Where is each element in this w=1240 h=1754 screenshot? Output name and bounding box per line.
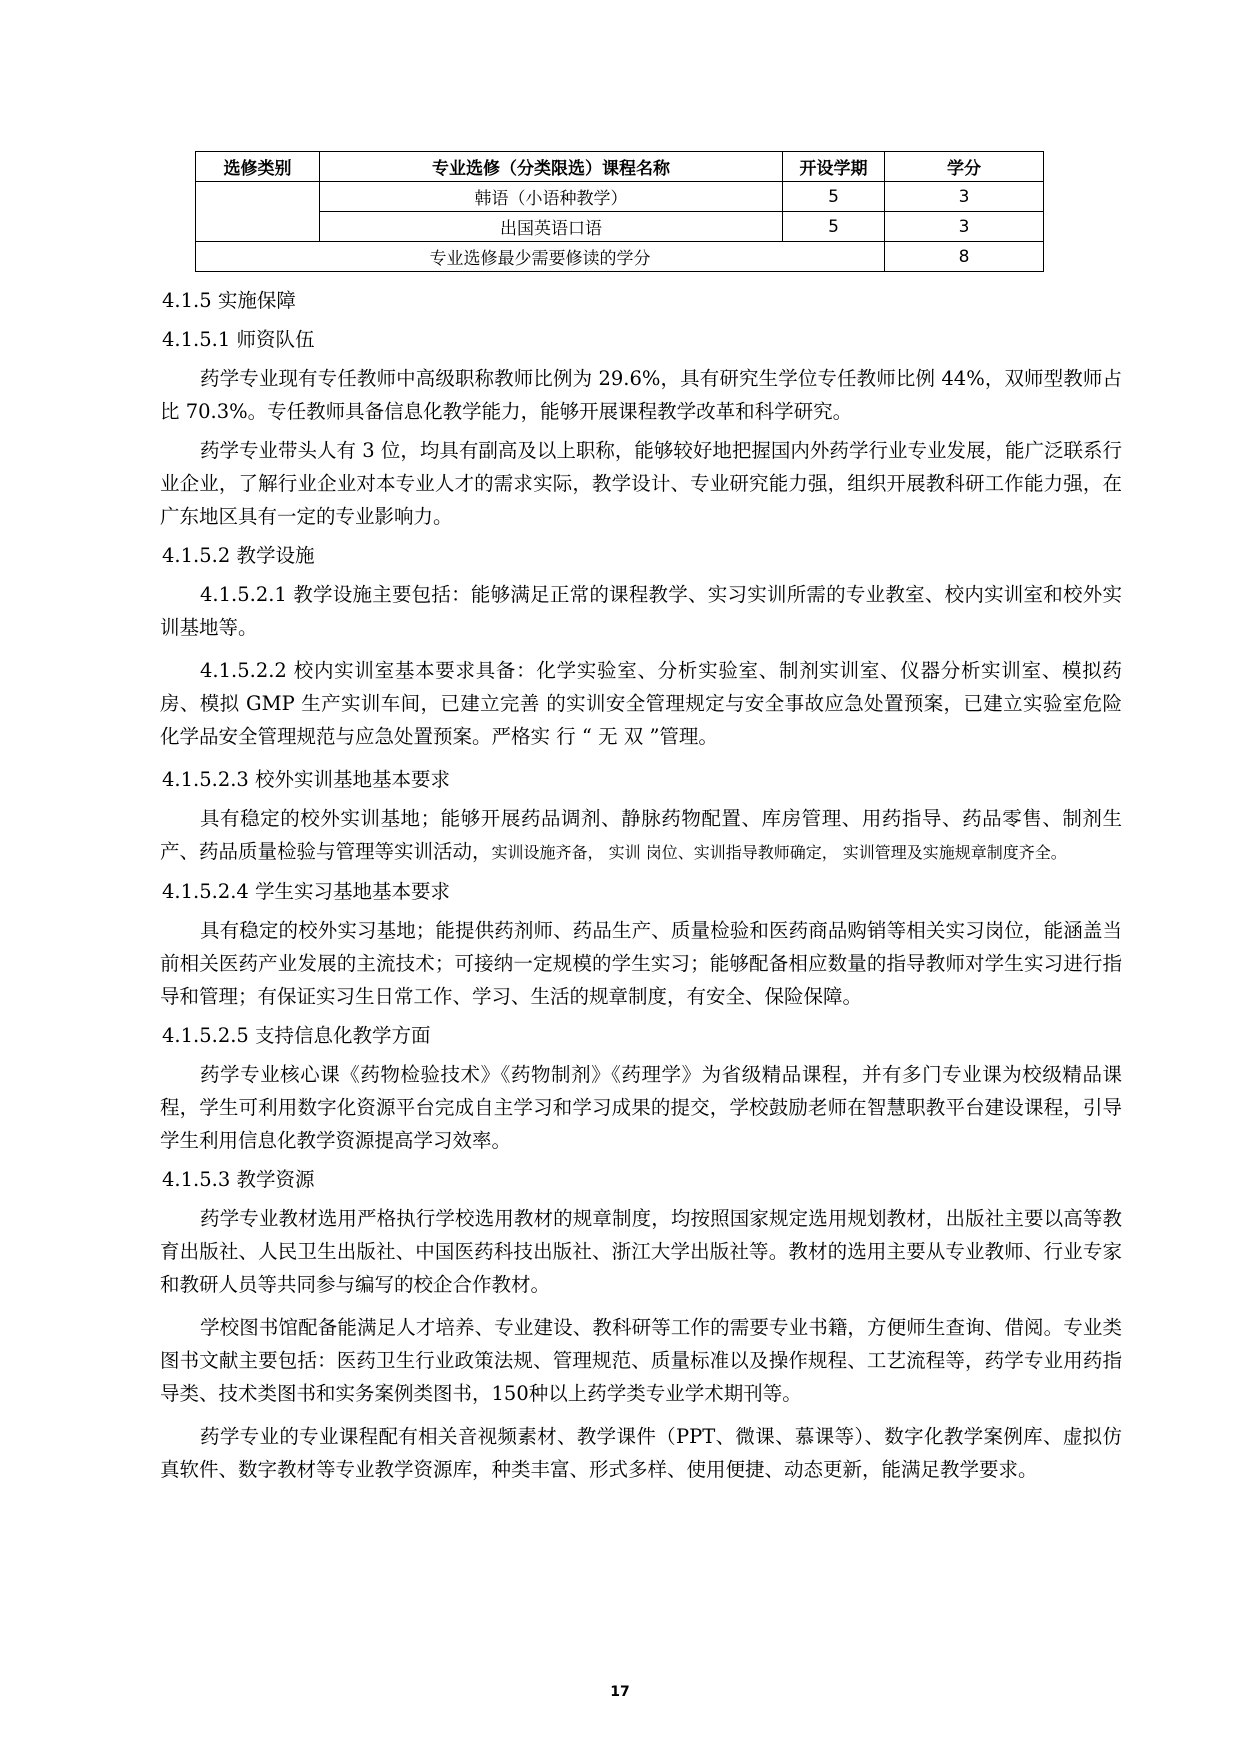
section-heading: 4.1.5.2 教学设施 bbox=[162, 544, 315, 567]
paragraph: 药学专业教材选用严格执行学校选用教材的规章制度，均按照国家规定选用规划教材，出版社主要以高等教育出版社、人民卫生出版社、中国医药科技出版社、浙江大学出版社等。教材的选用主要从专业教师、行业专家和教研人员等共同参与编写的校企合作教材。 bbox=[160, 1207, 1122, 1296]
table-row bbox=[196, 212, 1044, 242]
paragraph: 药学专业的专业课程配有相关音视频素材、教学课件（PPT、微课、慕课等）、数字化教学案例库、虚拟仿真软件、数字教材等专业教学资源库，种类丰富、形式多样、使用便捷、动态更新，能满足教学要求。 bbox=[160, 1425, 1122, 1481]
credits-cell: 3 bbox=[885, 182, 1044, 212]
table-header-row bbox=[196, 152, 1044, 182]
header-semester: 开设学期 bbox=[783, 152, 885, 182]
table-row bbox=[196, 182, 1044, 212]
section-heading: 4.1.5.2.4 学生实习基地基本要求 bbox=[162, 880, 451, 903]
section-heading: 4.1.5.2.5 支持信息化教学方面 bbox=[162, 1024, 431, 1047]
section-heading: 4.1.5.3 教学资源 bbox=[162, 1168, 315, 1191]
credits-cell: 3 bbox=[885, 212, 1044, 242]
summary-credits: 8 bbox=[885, 242, 1044, 272]
paragraph: 具有稳定的校外实习基地；能提供药剂师、药品生产、质量检验和医药商品购销等相关实习岗位，能涵盖当前相关医药产业发展的主流技术；可接纳一定规模的学生实习；能够配备相应数量的指导教师对学生实习进行指导和管理；有保证实习生日常工作、学习、生活的规章制度，有安全、保险保障。 bbox=[160, 919, 1122, 1008]
paragraph: 4.1.5.2.1 教学设施主要包括：能够满足正常的课程教学、实习实训所需的专业教室、校内实训室和校外实训基地等。 bbox=[160, 583, 1122, 639]
paragraph: 药学专业带头人有 3 位，均具有副高及以上职称，能够较好地把握国内外药学行业专业发展，能广泛联系行业企业，了解行业企业对本专业人才的需求实际，教学设计、专业研究能力强，组织开展教科研工作能力强，在广东地区具有一定的专业影响力。 bbox=[160, 439, 1122, 528]
section-heading: 4.1.5.2.3 校外实训基地基本要求 bbox=[162, 768, 451, 791]
paragraph: 药学专业现有专任教师中高级职称教师比例为 29.6%，具有研究生学位专任教师比例 44%，双师型教师占比 70.3%。专任教师具备信息化教学能力，能够开展课程教学改革和科学研究。 bbox=[160, 367, 1122, 423]
course-name-cell: 出国英语口语 bbox=[320, 212, 783, 242]
paragraph: 学校图书馆配备能满足人才培养、专业建设、教科研等工作的需要专业书籍，方便师生查询、借阅。专业类图书文献主要包括：医药卫生行业政策法规、管理规范、质量标准以及操作规程、工艺流程等，药学专业用药指导类、技术类图书和实务案例类图书，150种以上药学类专业学术期刊等。 bbox=[160, 1316, 1122, 1405]
semester-cell: 5 bbox=[783, 212, 885, 242]
elective-course-table bbox=[195, 151, 1044, 272]
page-number: 17 bbox=[610, 1684, 630, 1700]
header-category: 选修类别 bbox=[196, 152, 320, 182]
category-cell bbox=[196, 182, 320, 242]
table-summary-row bbox=[196, 242, 1044, 272]
paragraph: 4.1.5.2.2 校内实训室基本要求具备：化学实验室、分析实验室、制剂实训室、仪器分析实训室、模拟药房、模拟 GMP 生产实训车间，已建立完善 的实训安全管理规定与安全事故应急处置预案，已建立实验室危险化学品安全管理规范与应急处置预案。严格实 行 “ 无 双 ”管理。 bbox=[160, 659, 1122, 748]
summary-label: 专业选修最少需要修读的学分 bbox=[196, 242, 885, 272]
section-heading: 4.1.5 实施保障 bbox=[162, 289, 296, 312]
header-course-name: 专业选修（分类限选）课程名称 bbox=[320, 152, 783, 182]
document-body bbox=[160, 284, 1122, 1492]
paragraph: 具有稳定的校外实训基地；能够开展药品调剂、静脉药物配置、库房管理、用药指导、药品零售、制剂生产、药品质量检验与管理等实训活动，实训设施齐备， 实训 岗位、实训指导教师确定， 实训管理及实施规章制度齐全。 bbox=[160, 807, 1122, 863]
course-name-cell: 韩语（小语种教学） bbox=[320, 182, 783, 212]
header-credits: 学分 bbox=[885, 152, 1044, 182]
semester-cell: 5 bbox=[783, 182, 885, 212]
paragraph: 药学专业核心课《药物检验技术》《药物制剂》《药理学》为省级精品课程，并有多门专业课为校级精品课程，学生可利用数字化资源平台完成自主学习和学习成果的提交，学校鼓励老师在智慧职教平台建设课程，引导学生利用信息化教学资源提高学习效率。 bbox=[160, 1063, 1122, 1152]
section-heading: 4.1.5.1 师资队伍 bbox=[162, 328, 315, 351]
